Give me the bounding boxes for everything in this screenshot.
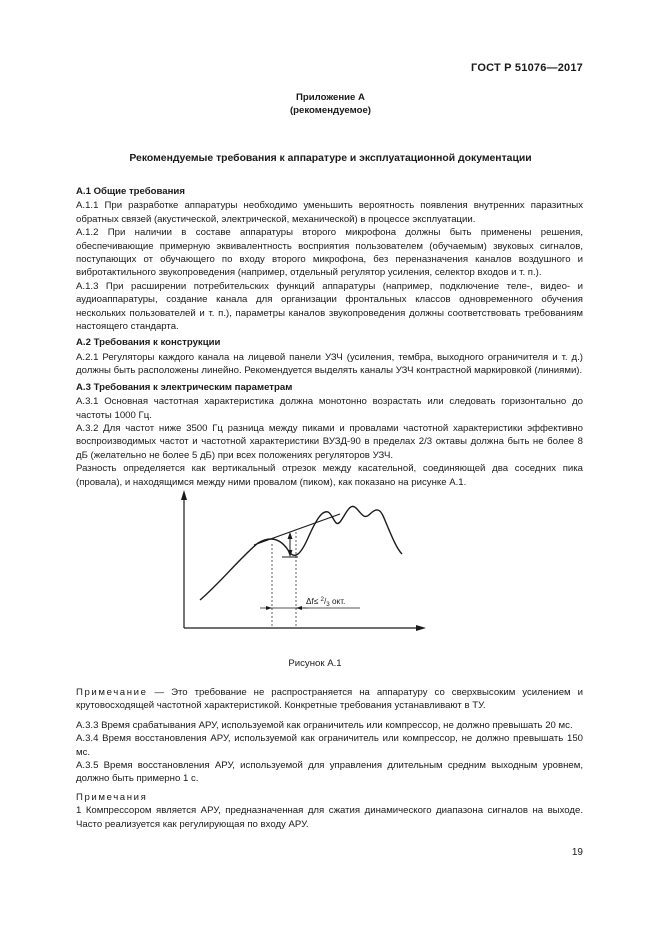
delta-f-label: $\Delta f\le ^2/_3$ окт. [306,596,346,608]
page-number: 19 [571,847,583,858]
x-axis-arrow [416,625,426,631]
paragraph-a3-3: А.3.3 Время срабатывания АРУ, используемой как ограничитель или компрессор, не должно превышать 20 мс. [76,719,573,731]
document-title: Рекомендуемые требования к аппаратуре и эксплуатационной документации [129,153,532,164]
paragraph-a3-1: А.3.1 Основная частотная характеристика должна монотонно возрастать или следовать горизонтально до частоты 1000 Гц. [76,396,583,421]
standard-code: ГОСТ Р 51076—2017 [471,62,583,74]
lower-text [76,686,583,831]
figure-a1-diagram [170,488,430,638]
note-1: 1 Компрессором является АРУ, предназначенная для сжатия динамического диапазона сигналов на выходе. Часто реализуется как регулирующая по входу АРУ. [76,805,583,830]
section-heading-a1: А.1 Общие требования [76,186,185,197]
difference-arrow-bottom [288,550,293,557]
section-heading-a3: А.3 Требования к электрическим параметрам [76,381,293,393]
paragraph-a1-1 [76,199,583,226]
section-heading-a2: А.2 Требования к конструкции [76,337,221,349]
appendix-title: Приложение А [296,92,365,103]
paragraph-a2-1: А.2.1 Регуляторы каждого канала на лицевой панели УЗЧ (усиления, тембра, выходного ограничителя и т. д.) должны быть расположены линейно. Рекомендуется выделять каналы УЗЧ контрастной маркировкой (линиями). [76,351,583,377]
paragraph-a3-4: А.3.4 Время восстановления АРУ, используемой как ограничитель или компрессор, не должно превышать 150 мс. [76,733,583,758]
frequency-response-curve [200,506,402,600]
figure-caption: Рисунок А.1 [288,658,342,669]
main-text [76,182,583,489]
delta-f-arrow-left [266,606,272,610]
paragraph-a1-1-text: А.1.1 При разработке аппаратуры необходимо уменьшить вероятность появления внутренних паразитных обратных связей (акустической, электрической, механической) в процессе эксплуатации. [76,200,583,225]
paragraph-a1-3: А.1.3 При расширении потребительских функций аппаратуры (например, подключение теле-, видео- и аудиоаппаратуры, создание канала для организации фронтальных классов одновременного обучения нескольких пользователей и т. п.), параметры каналов звукопроведения должны соответствовать требованиям настоящего стандарта. [76,280,583,333]
tangent-line [254,514,340,545]
paragraph-a3-2: А.3.2 Для частот ниже 3500 Гц разница между пиками и провалами частотной характеристики эффективно воспроизводимых частот и частотной характеристики ВУЗД-90 в пределах 2/3 октавы должна быть не более 8 дБ (желательно не более 5 дБ) при всех положениях регуляторов УЗЧ. [76,422,583,461]
appendix-subtitle: (рекомендуемое) [289,105,371,116]
paragraph-a3-3: Разность определяется как вертикальный отрезок между касательной, соединяющей два соседних пика (провала), и находящимся между ними провалом (пиком), как показано на рисунке А.1. [76,463,583,488]
y-axis-arrow [181,490,187,500]
notes-label: Примечания [76,791,148,803]
note-text: — Это требование не распространяется на аппаратуру со сверхвысоким усилением и крутовосходящей частотной характеристикой. Конкретные требования устанавливают в ТУ. [76,687,583,712]
note-paragraph [76,686,583,713]
paragraph-a3-5: А.3.5 Время восстановления АРУ, используемой для управления длительным средним выходным уровнем, должно быть примерно 1 с. [76,760,583,785]
note-label: Примечание [76,687,148,698]
paragraph-a1-2: А.1.2 При наличии в составе аппаратуры второго микрофона должны быть применены решения, обеспечивающие примерную эквивалентность восприятия пользователем (обучаемым) звуковых сигналов, поступающих от обучающего по входу второго микрофона, без переназначения каналов воздушного и вибротактильного звукопроведения (например, отдельный регулятор усиления, селектор входов и т. п.). [76,227,583,279]
